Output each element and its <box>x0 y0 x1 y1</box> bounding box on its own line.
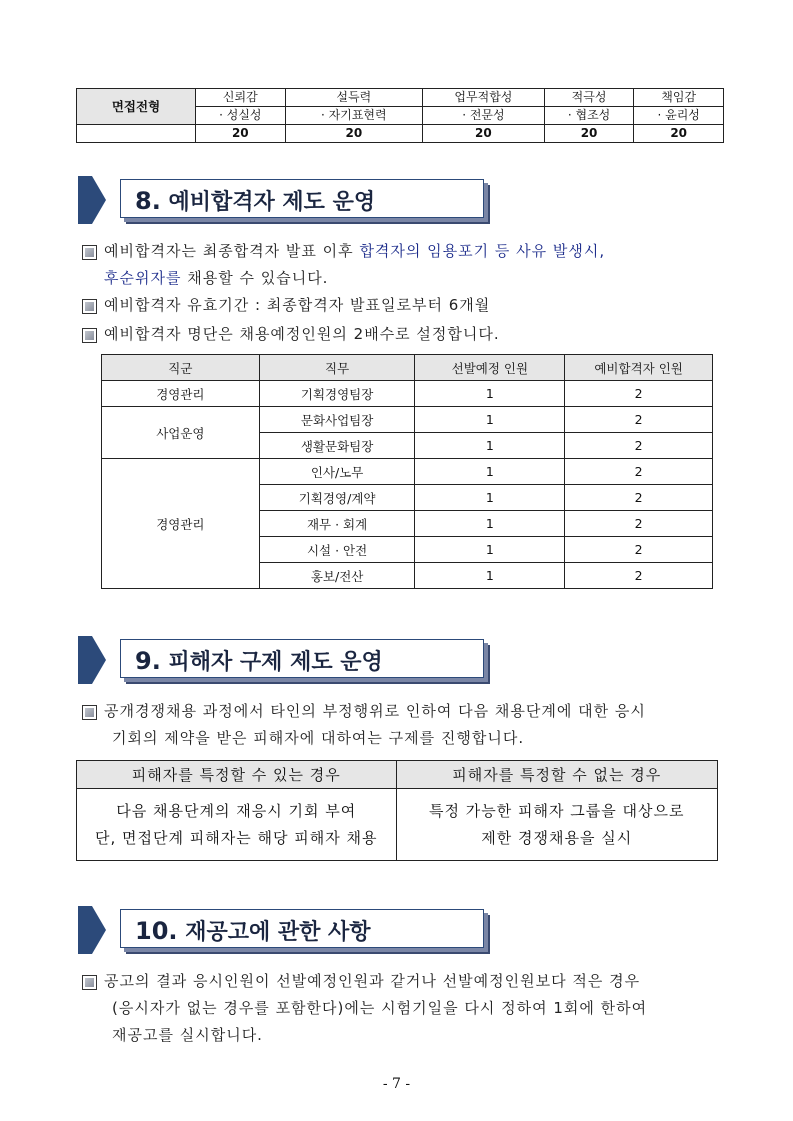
bullet-reserve-policy <box>82 238 722 292</box>
section-title <box>135 185 375 216</box>
cell-text-line: 제한 경쟁채용을 실시 <box>481 828 633 847</box>
eval-criterion: 신뢰감 <box>196 89 286 107</box>
cell-text-line: 다음 채용단계의 재응시 기회 부여 <box>116 801 357 820</box>
reserve-count-cell: 2 <box>565 459 713 485</box>
job-cell: 기획경영팀장 <box>259 381 415 407</box>
cell-text-line: 단, 면접단계 피해자는 해당 피해자 채용 <box>95 828 378 847</box>
bullet-text <box>104 968 724 1049</box>
section-number: 8. <box>135 187 161 215</box>
column-header: 직군 <box>102 355 260 381</box>
column-header: 피해자를 특정할 수 있는 경우 <box>77 761 397 789</box>
eval-criterion: 설득력 <box>285 89 422 107</box>
table-row <box>102 459 713 485</box>
section-number: 9. <box>135 647 161 675</box>
section-arrow-icon <box>78 176 106 224</box>
planned-count-cell: 1 <box>415 537 565 563</box>
eval-subcriterion: · 윤리성 <box>634 107 724 125</box>
bullet-validity-period <box>82 292 722 319</box>
reserve-candidates-table <box>101 354 713 589</box>
highlighted-text: 후순위자를 <box>104 269 182 287</box>
bullet-text-part: 채용할 수 있습니다. <box>181 269 329 287</box>
planned-count-cell: 1 <box>415 407 565 433</box>
table-row <box>77 789 718 861</box>
bullet-text <box>104 238 724 292</box>
job-cell: 재무 · 회계 <box>259 511 415 537</box>
job-cell: 기획경영/계약 <box>259 485 415 511</box>
reserve-count-cell: 2 <box>565 563 713 589</box>
bullet-text: 예비합격자 유효기간 : 최종합격자 발표일로부터 6개월 <box>104 296 491 314</box>
bullet-text-line: (응시자가 없는 경우를 포함한다)에는 시험기일을 다시 정하여 1회에 한하여 <box>112 999 648 1017</box>
job-group-cell: 경영관리 <box>102 459 260 589</box>
table-row <box>102 407 713 433</box>
section-title-box <box>120 179 484 218</box>
section-arrow-icon <box>78 636 106 684</box>
cell-text-line: 특정 가능한 피해자 그룹을 대상으로 <box>429 801 685 820</box>
eval-score: 20 <box>285 125 422 143</box>
section-arrow-icon <box>78 906 106 954</box>
job-cell: 인사/노무 <box>259 459 415 485</box>
highlighted-text: 합격자의 임용포기 등 사유 발생시, <box>359 242 606 260</box>
eval-row-header: 면접전형 <box>77 89 196 125</box>
bullet-text-line: 재공고를 실시합니다. <box>112 1026 263 1044</box>
section-title-text: 재공고에 관한 사항 <box>185 920 371 945</box>
bullet-reserve-list <box>82 321 722 348</box>
table-cell <box>396 789 718 861</box>
eval-criterion: 업무적합성 <box>423 89 545 107</box>
section-number: 10. <box>135 917 178 945</box>
column-header: 피해자를 특정할 수 없는 경우 <box>396 761 718 789</box>
section-title <box>135 915 371 946</box>
planned-count-cell: 1 <box>415 511 565 537</box>
bullet-square-icon <box>82 705 97 720</box>
eval-criterion: 적극성 <box>544 89 634 107</box>
reserve-count-cell: 2 <box>565 433 713 459</box>
victim-relief-table <box>76 760 718 861</box>
table-cell <box>77 789 397 861</box>
bullet-square-icon <box>82 245 97 260</box>
bullet-re-announcement <box>82 968 722 1049</box>
job-cell: 시설 · 안전 <box>259 537 415 563</box>
eval-subcriterion: · 성실성 <box>196 107 286 125</box>
reserve-count-cell: 2 <box>565 381 713 407</box>
reserve-count-cell: 2 <box>565 485 713 511</box>
job-group-cell: 사업운영 <box>102 407 260 459</box>
eval-subcriterion: · 전문성 <box>423 107 545 125</box>
eval-criterion: 책임감 <box>634 89 724 107</box>
section-title-box <box>120 909 484 948</box>
job-group-cell: 경영관리 <box>102 381 260 407</box>
planned-count-cell: 1 <box>415 433 565 459</box>
reserve-count-cell: 2 <box>565 537 713 563</box>
planned-count-cell: 1 <box>415 563 565 589</box>
eval-subcriterion: · 자기표현력 <box>285 107 422 125</box>
bullet-text-line: 공개경쟁채용 과정에서 타인의 부정행위로 인하여 다음 채용단계에 대한 응시 <box>104 702 646 720</box>
bullet-text-part: 예비합격자는 최종합격자 발표 이후 <box>104 242 360 260</box>
interview-eval-table <box>76 88 724 143</box>
column-header: 직무 <box>259 355 415 381</box>
column-header: 예비합격자 인원 <box>565 355 713 381</box>
page-number: - 7 - <box>382 1076 411 1092</box>
eval-empty-cell <box>77 125 196 143</box>
planned-count-cell: 1 <box>415 381 565 407</box>
planned-count-cell: 1 <box>415 459 565 485</box>
bullet-square-icon <box>82 975 97 990</box>
eval-score: 20 <box>634 125 724 143</box>
bullet-text: 예비합격자 명단은 채용예정인원의 2배수로 설정합니다. <box>104 325 500 343</box>
reserve-count-cell: 2 <box>565 511 713 537</box>
section-title-text: 예비합격자 제도 운영 <box>168 190 376 215</box>
bullet-square-icon <box>82 328 97 343</box>
planned-count-cell: 1 <box>415 485 565 511</box>
bullet-text-line: 공고의 결과 응시인원이 선발예정인원과 같거나 선발예정인원보다 적은 경우 <box>104 972 641 990</box>
bullet-victim-relief <box>82 698 722 752</box>
section-title-box <box>120 639 484 678</box>
eval-subcriterion: · 협조성 <box>544 107 634 125</box>
section-title-text: 피해자 구제 제도 운영 <box>168 650 383 675</box>
section-title <box>135 645 383 676</box>
job-cell: 생활문화팀장 <box>259 433 415 459</box>
eval-score: 20 <box>423 125 545 143</box>
reserve-count-cell: 2 <box>565 407 713 433</box>
bullet-text <box>104 698 724 752</box>
table-header-row <box>77 761 718 789</box>
bullet-text-line: 기회의 제약을 받은 피해자에 대하여는 구제를 진행합니다. <box>112 729 525 747</box>
eval-score: 20 <box>544 125 634 143</box>
column-header: 선발예정 인원 <box>415 355 565 381</box>
table-row <box>102 381 713 407</box>
eval-score: 20 <box>196 125 286 143</box>
table-header-row <box>102 355 713 381</box>
bullet-square-icon <box>82 299 97 314</box>
job-cell: 문화사업팀장 <box>259 407 415 433</box>
job-cell: 홍보/전산 <box>259 563 415 589</box>
